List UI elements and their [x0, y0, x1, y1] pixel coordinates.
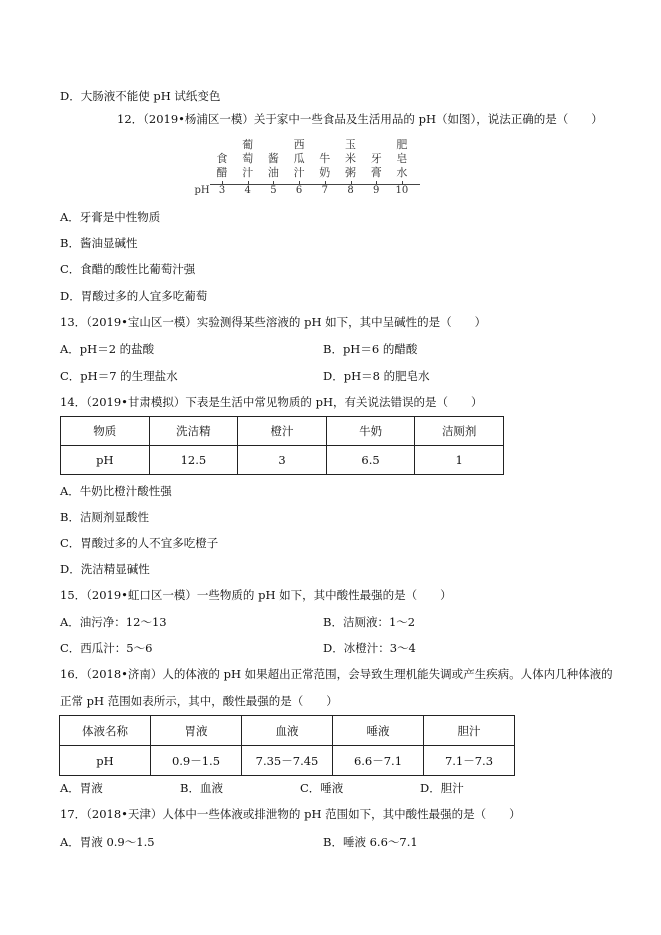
- ph-tick-label: 10: [395, 185, 409, 196]
- q15-stem: 15．（2019•虹口区一模）一些物质的 pH 如下，其中酸性最强的是（ ）: [60, 588, 452, 602]
- table-cell: 橙汁: [238, 417, 327, 446]
- q15-option-c: C．西瓜汁：5～6: [60, 641, 153, 655]
- q16-stem-line1: 16．（2018•济南）人的体液的 pH 如果超出正常范围，会导致生理机能失调或产生疾病。人体内几种体液的: [60, 667, 613, 681]
- table-cell: 唾液: [333, 716, 424, 746]
- q12-option-a: A．牙膏是中性物质: [60, 210, 161, 224]
- q14-option-d: D．洗洁精显碱性: [60, 562, 150, 576]
- ph-tick-label: 7: [321, 185, 328, 196]
- q12-option-c: C．食醋的酸性比葡萄汁强: [60, 262, 196, 276]
- table-row: [61, 446, 504, 475]
- table-cell: 6.6－7.1: [333, 746, 424, 776]
- q12-stem: 12．（2019•杨浦区一模）关于家中一些食品及生活用品的 pH（如图），说法正确的是（ ）: [117, 112, 603, 126]
- table-cell: 胆汁: [424, 716, 515, 746]
- table-cell: pH: [60, 746, 151, 776]
- q16-stem-line2: 正常 pH 范围如表所示，其中，酸性最强的是（ ）: [60, 694, 338, 708]
- table-cell: 0.9－1.5: [151, 746, 242, 776]
- table-row: [60, 746, 515, 776]
- table-cell: 7.35－7.45: [242, 746, 333, 776]
- table-cell: 牛奶: [326, 417, 415, 446]
- ph-tick-label: 6: [295, 185, 303, 196]
- q12-option-d: D．胃酸过多的人宜多吃葡萄: [60, 289, 208, 303]
- q17-option-b: B．唾液 6.6～7.1: [323, 835, 418, 849]
- ph-item-label: 酱油: [267, 152, 279, 179]
- ph-tick-label: 3: [218, 185, 226, 196]
- ph-item-label: 肥皂水: [396, 138, 408, 179]
- table-cell: 物质: [61, 417, 150, 446]
- q13-option-b: B．pH＝6 的醋酸: [323, 342, 418, 356]
- q11-option-d: D．大肠液不能使 pH 试纸变色: [60, 89, 221, 103]
- q16-table: [59, 715, 515, 776]
- table-cell: 1: [415, 446, 504, 475]
- ph-item-label: 玉米粥: [345, 138, 356, 179]
- ph-item-label: 牙膏: [370, 152, 382, 179]
- ph-item-label: 葡萄汁: [242, 138, 254, 179]
- q13-option-c: C．pH＝7 的生理盐水: [60, 369, 178, 383]
- ph-axis-label: pH: [194, 185, 210, 196]
- q16-option-d: D．胆汁: [420, 781, 464, 795]
- ph-item-label: 牛奶: [319, 152, 331, 179]
- ph-tick-label: 4: [244, 185, 251, 196]
- table-cell: 洁厕剂: [415, 417, 504, 446]
- q14-option-c: C．胃酸过多的人不宜多吃橙子: [60, 536, 219, 550]
- q14-option-b: B．洁厕剂显酸性: [60, 510, 149, 524]
- q17-stem: 17．（2018•天津）人体中一些体液或排泄物的 pH 范围如下，其中酸性最强的是（ ）: [60, 807, 521, 821]
- q12-option-b: B．酱油显碱性: [60, 236, 138, 250]
- table-cell: 体液名称: [60, 716, 151, 746]
- q16-option-b: B．血液: [180, 781, 223, 795]
- ph-tick-label: 9: [373, 185, 380, 196]
- q15-option-a: A．油污净：12～13: [60, 615, 167, 629]
- q16-option-a: A．胃液: [60, 781, 103, 795]
- table-cell: pH: [61, 446, 150, 475]
- q13-stem: 13．（2019•宝山区一模）实验测得某些溶液的 pH 如下，其中呈碱性的是（ ）: [60, 315, 487, 329]
- table-row: [61, 417, 504, 446]
- ph-item-label: 西瓜汁: [293, 138, 305, 179]
- table-cell: 洗洁精: [149, 417, 238, 446]
- q13-option-d: D．pH＝8 的肥皂水: [323, 369, 430, 383]
- q14-table: [60, 416, 504, 475]
- table-cell: 血液: [242, 716, 333, 746]
- q15-option-d: D．冰橙汁：3～4: [323, 641, 416, 655]
- q15-option-b: B．洁厕液：1～2: [323, 615, 416, 629]
- table-cell: 7.1－7.3: [424, 746, 515, 776]
- table-cell: 6.5: [326, 446, 415, 475]
- table-cell: 12.5: [149, 446, 238, 475]
- table-row: [60, 716, 515, 746]
- q14-option-a: A．牛奶比橙汁酸性强: [60, 484, 172, 498]
- table-cell: 胃液: [151, 716, 242, 746]
- q13-option-a: A．pH＝2 的盐酸: [60, 342, 155, 356]
- table-cell: 3: [238, 446, 327, 475]
- ph-tick-label: 8: [347, 185, 354, 196]
- q16-option-c: C．唾液: [300, 781, 344, 795]
- ph-tick-label: 5: [270, 185, 277, 196]
- ph-item-label: 食醋: [216, 152, 228, 179]
- q17-option-a: A．胃液 0.9～1.5: [60, 835, 155, 849]
- q14-stem: 14．（2019•甘肃模拟）下表是生活中常见物质的 pH，有关说法错误的是（ ）: [60, 395, 483, 409]
